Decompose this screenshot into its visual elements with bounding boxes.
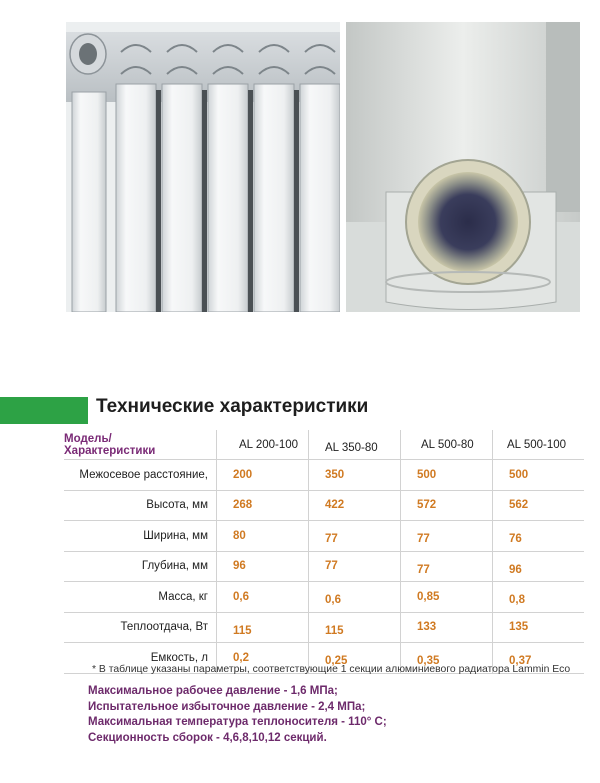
row-value: 133 (400, 613, 492, 643)
row-value: 0,8 (492, 582, 584, 612)
row-value: 572 (400, 491, 492, 521)
table-row (64, 582, 584, 613)
spec-line-test-pressure: Испытательное избыточное давление - 2,4 МПа; (88, 700, 366, 713)
row-value: 115 (308, 613, 400, 643)
spec-line-max-temperature: Максимальная температура теплоносителя - 110° С; (88, 716, 387, 728)
row-label: Масса, кг (158, 590, 208, 603)
row-label: Теплоотдача, Вт (120, 621, 208, 634)
row-value: 115 (216, 613, 308, 643)
row-value: 0,6 (216, 582, 308, 612)
row-label: Межосевое расстояние, (79, 468, 208, 481)
row-value: 500 (400, 460, 492, 490)
radiator-inlet-image (346, 22, 580, 312)
row-value: 77 (400, 521, 492, 551)
section-accent-bar (0, 397, 88, 424)
row-value: 0,6 (308, 582, 400, 612)
row-value: 96 (492, 552, 584, 582)
spec-line-max-pressure: Максимальное рабочее давление - 1,6 МПа; (88, 685, 338, 697)
row-value: 350 (308, 460, 400, 490)
row-label: Ширина, мм (143, 529, 208, 542)
table-row (64, 613, 584, 644)
row-value: 422 (308, 491, 400, 521)
spec-line-section-count: Секционность сборок - 4,6,8,10,12 секций. (88, 731, 327, 744)
model-header-4: AL 500-100 (492, 430, 584, 459)
row-value: 77 (308, 552, 400, 582)
row-value: 0,25 (308, 643, 400, 673)
radiator-front-photo (66, 22, 340, 312)
model-header-1: AL 200-100 (216, 430, 308, 459)
model-header-2: AL 350-80 (308, 430, 400, 459)
section-title: Технические характеристики (96, 396, 369, 417)
table-row (64, 552, 584, 583)
row-value: 76 (492, 521, 584, 551)
row-value: 0,2 (216, 643, 308, 673)
table-row (64, 521, 584, 552)
specs-table (64, 430, 584, 674)
table-header-label: Модель/Характеристики (64, 432, 156, 457)
table-row (64, 491, 584, 522)
row-value: 562 (492, 491, 584, 521)
row-value: 77 (400, 552, 492, 582)
radiator-front-image (66, 22, 340, 312)
row-value: 0,35 (400, 643, 492, 673)
table-header-row (64, 430, 584, 460)
row-value: 96 (216, 552, 308, 582)
table-footnote: * В таблице указаны параметры, соответствующие 1 секции алюминиевого радиатора Lammin Eco (92, 664, 571, 675)
radiator-inlet-photo (346, 22, 580, 312)
table-row (64, 460, 584, 491)
specs-list (88, 684, 387, 746)
row-value: 500 (492, 460, 584, 490)
model-header-3: AL 500-80 (400, 430, 492, 459)
row-label: Глубина, мм (141, 560, 208, 573)
row-value: 135 (492, 613, 584, 643)
row-value: 268 (216, 491, 308, 521)
row-value: 200 (216, 460, 308, 490)
row-value: 0,85 (400, 582, 492, 612)
row-value: 77 (308, 521, 400, 551)
row-value: 80 (216, 521, 308, 551)
row-value: 0,37 (492, 643, 584, 673)
row-label: Емкость, л (150, 651, 208, 664)
row-label: Высота, мм (146, 499, 208, 512)
